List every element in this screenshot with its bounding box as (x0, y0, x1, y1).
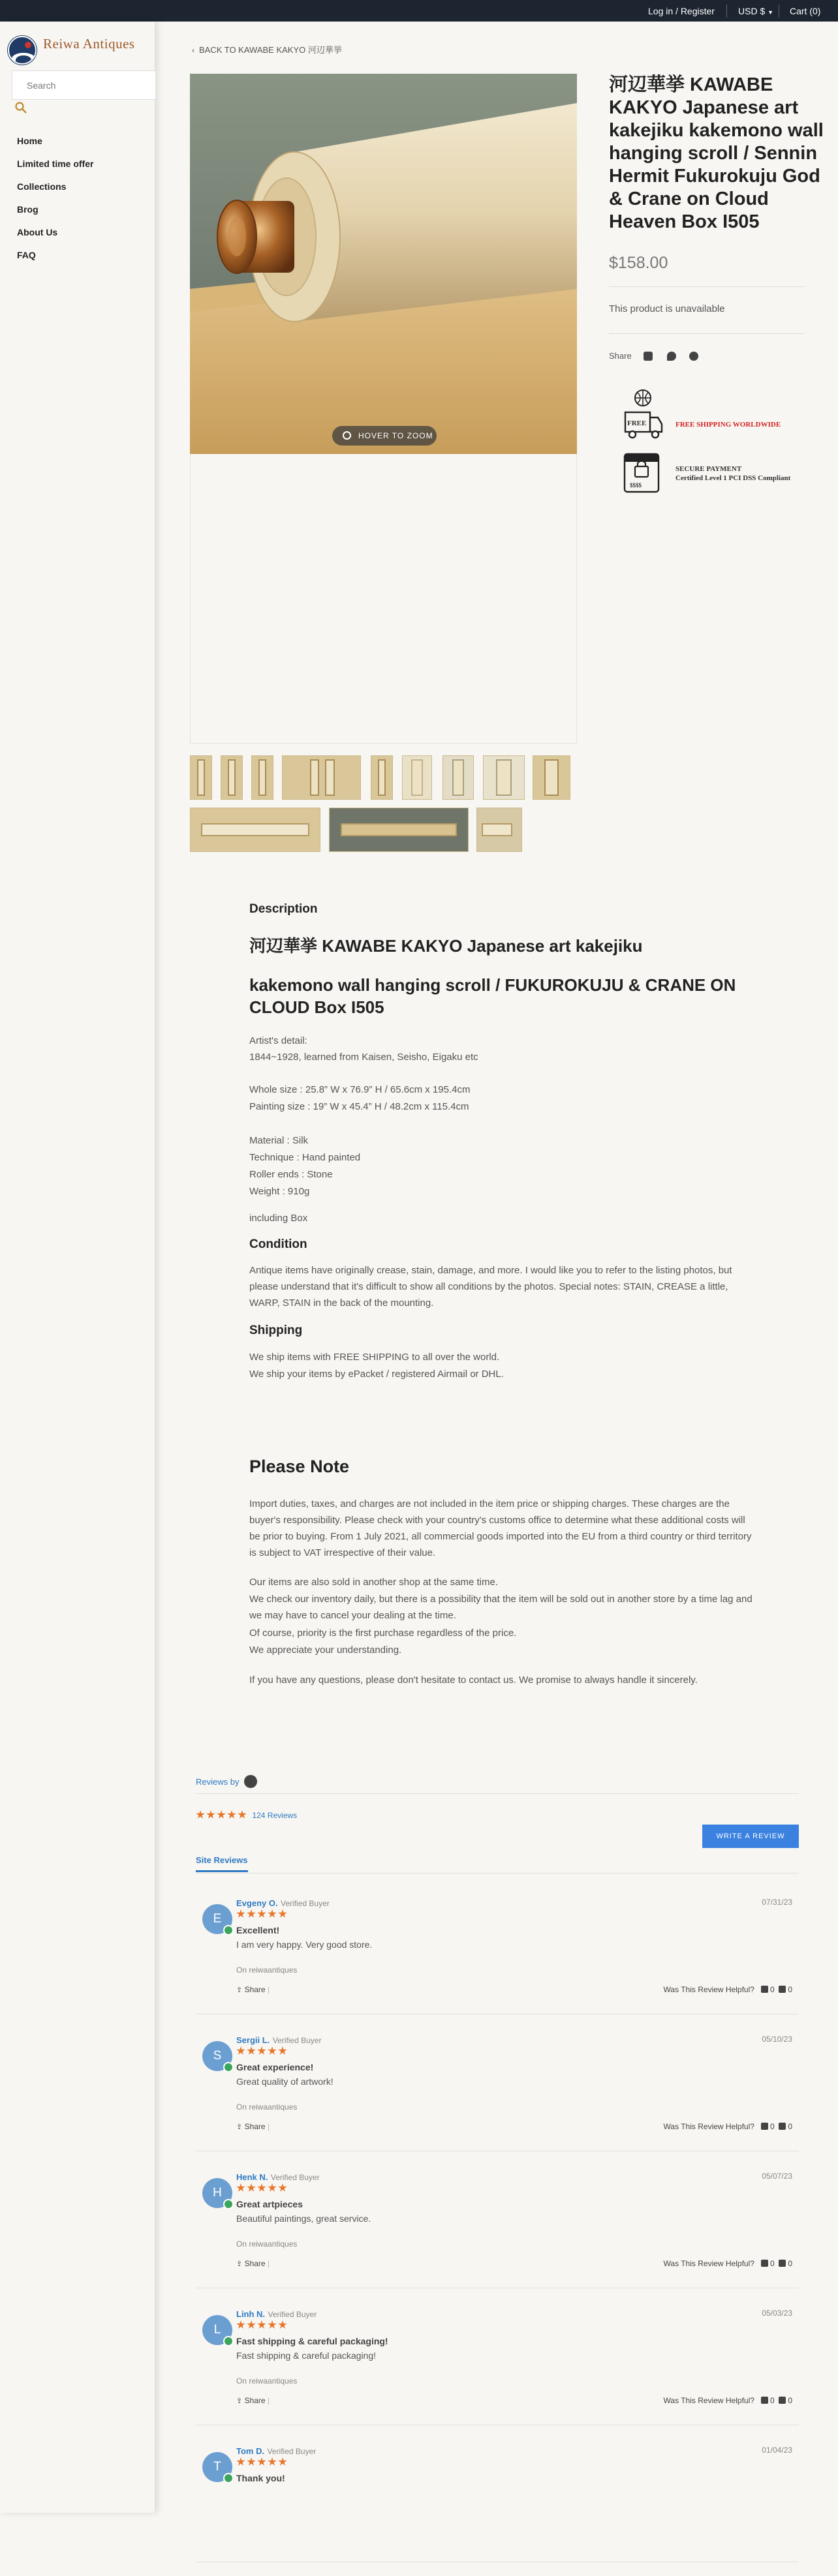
star-icon (247, 2320, 256, 2329)
divider (609, 333, 805, 334)
thumbs-up-button[interactable] (761, 2396, 775, 2405)
thumbs-up-icon (761, 1986, 768, 1993)
product-title: 河辺華挙 KAWABE KAKYO Japanese art kakejiku kakemono wall hanging scroll / Sennin Hermit Fukurokuju God & Crane on Cloud Heaven Box I505 (609, 74, 824, 232)
share-label: Share (244, 2259, 266, 2268)
note-paragraph-2-line4: We appreciate your understanding. (249, 1644, 402, 1656)
review-helpful (664, 2396, 792, 2405)
review-body: I am very happy. Very good store. (236, 1939, 373, 1950)
thumbnail[interactable] (221, 755, 243, 800)
thumbs-up-icon (761, 2260, 768, 2267)
condition-text: Antique items have originally crease, stain, damage, and more. I would like you to refer to the listing photos, but please understand that it's difficult to show all conditions by the photos. Special notes: STAIN, CREASE a little, WARP, STAIN in the back of the mounting. (249, 1265, 732, 1309)
review-title: Great experience! (236, 2062, 314, 2072)
thumbs-down-icon (779, 2260, 786, 2267)
star-icon (236, 2457, 245, 2466)
thumbnail[interactable] (402, 755, 432, 800)
star-icon (247, 2457, 256, 2466)
reviewer-line (236, 2035, 321, 2046)
pinterest-icon[interactable] (689, 352, 698, 361)
thumbs-up-icon (761, 2397, 768, 2404)
verified-buyer-label: Verified Buyer (281, 1899, 330, 1908)
description-title-line2: kakemono wall hanging scroll / FUKUROKUJU & CRANE ON CLOUD Box I505 (249, 975, 736, 1017)
image-area-padding (190, 454, 577, 744)
chevron-left-icon: ‹ (192, 46, 197, 55)
divider (609, 286, 805, 287)
star-icon (206, 1810, 215, 1819)
review-helpful (664, 2122, 792, 2131)
login-register-link[interactable]: Log in / Register (648, 6, 715, 16)
review-date: 05/07/23 (762, 2172, 792, 2181)
currency-selector[interactable] (738, 6, 773, 16)
thumbs-down-icon (779, 1986, 786, 1993)
review-item (196, 2035, 799, 2165)
share-label: Share (609, 351, 632, 361)
review-helpful (664, 2259, 792, 2268)
star-icon (268, 2183, 277, 2192)
condition-heading: Condition (249, 1237, 307, 1251)
review-item (196, 2309, 799, 2439)
star-icon (268, 1909, 277, 1918)
top-bar (0, 0, 838, 22)
please-note-heading: Please Note (249, 1457, 350, 1476)
star-icon (236, 1909, 245, 1918)
scroll-photo (190, 74, 577, 454)
back-link-label: BACK TO KAWABE KAKYO 河辺華挙 (198, 45, 342, 55)
tab-site-reviews[interactable]: Site Reviews (196, 1855, 248, 1872)
thumbs-down-icon (779, 2123, 786, 2130)
thumbnail[interactable] (476, 808, 522, 852)
write-review-button[interactable]: WRITE A REVIEW (702, 1825, 799, 1848)
review-source: On reiwaantiques (236, 2102, 298, 2112)
avatar-initial: E (213, 1912, 222, 1926)
logo-icon[interactable] (8, 36, 37, 65)
free-shipping-icon (621, 389, 664, 441)
helpful-label: Was This Review Helpful? (663, 2396, 754, 2405)
share-review-button[interactable]: ⇪ Share | (236, 2122, 270, 2131)
thumbnail[interactable] (371, 755, 393, 800)
reviewer-name: Sergii L. (236, 2035, 270, 2045)
secure-payment-title: SECURE PAYMENT (675, 465, 742, 473)
thumbs-down-button[interactable] (779, 1985, 792, 1994)
reviews-by-text: Reviews by (196, 1777, 240, 1787)
thumbnail[interactable] (442, 755, 474, 800)
review-title: Great artpieces (236, 2199, 303, 2209)
sidebar (0, 22, 155, 2513)
availability-status: This product is unavailable (609, 303, 725, 314)
shipping-line2: We ship your items by ePacket / registered Airmail or DHL. (249, 1369, 504, 1380)
thumbs-down-button[interactable] (779, 2122, 792, 2131)
sidebar-item-brog[interactable]: Brog (17, 204, 39, 215)
thumbs-up-count: 0 (769, 2122, 775, 2131)
description-heading: Description (249, 902, 318, 916)
logo-text[interactable]: Reiwa Antiques (43, 36, 135, 52)
sidebar-item-home[interactable]: Home (17, 136, 42, 146)
thumbs-down-icon (779, 2397, 786, 2404)
review-stars (236, 2046, 288, 2059)
review-source: On reiwaantiques (236, 1965, 298, 1975)
technique: Technique : Hand painted (249, 1152, 361, 1163)
artist-detail: 1844~1928, learned from Kaisen, Seisho, Eigaku etc (249, 1052, 478, 1063)
shipping-heading: Shipping (249, 1324, 303, 1337)
share-icon: ⇪ (236, 2397, 243, 2405)
secure-payment-icon (623, 452, 660, 494)
note-paragraph-2-line2: We check our inventory daily, but there is a possibility that the item will be sold out in another store by a time lag and we may have to cancel your dealing at the time. (249, 1594, 753, 1621)
thumbs-up-count: 0 (769, 2259, 775, 2268)
star-icon (278, 1909, 287, 1918)
thumbnail[interactable] (251, 755, 273, 800)
zoom-hint-label: HOVER TO ZOOM (358, 431, 433, 440)
product-price: $158.00 (609, 254, 668, 272)
review-stars (236, 1909, 288, 1922)
star-icon (247, 1909, 256, 1918)
thumbnail[interactable] (190, 755, 212, 800)
verified-check-icon (223, 1925, 234, 1935)
star-icon (236, 2046, 245, 2055)
review-title: Excellent! (236, 1925, 280, 1935)
star-icon (227, 1810, 236, 1819)
star-icon (278, 2457, 287, 2466)
note-paragraph-1: Import duties, taxes, and charges are not included in the item price or shipping charges. These charges are the buyer's responsibility. Please check with your country's customs office to determine what these additional costs will be prior to buying. From 1 July 2021, all commercial goods imported into the EU from a third country or third territory is subject to VAT irrespective of their value. (249, 1498, 752, 1558)
material: Material : Silk (249, 1135, 309, 1146)
star-icon (268, 2320, 277, 2329)
reviewer-name: Henk N. (236, 2172, 268, 2182)
thumbs-up-count: 0 (769, 2396, 775, 2405)
description-title-line1: 河辺華挙 KAWABE KAKYO Japanese art kakejiku (249, 936, 643, 956)
avatar-initial: T (213, 2460, 221, 2474)
avatar-initial: S (213, 2049, 222, 2063)
divider (196, 1793, 799, 1794)
review-body: Great quality of artwork! (236, 2076, 334, 2087)
sidebar-item-about-us[interactable]: About Us (17, 227, 58, 237)
star-icon (268, 2046, 277, 2055)
currency-label: USD $ (738, 6, 766, 16)
thumbs-down-button[interactable] (779, 2259, 792, 2268)
thumbs-up-button[interactable] (761, 2259, 775, 2268)
star-icon (217, 1810, 226, 1819)
chevron-down-icon: ▼ (768, 9, 774, 16)
review-body: Beautiful paintings, great service. (236, 2213, 371, 2224)
star-icon (257, 2320, 266, 2329)
avatar-initial: L (213, 2323, 221, 2337)
review-stars (236, 2457, 288, 2470)
reviewer-name: Linh N. (236, 2309, 266, 2319)
review-item (196, 2172, 799, 2302)
topbar-divider (726, 5, 727, 18)
review-source: On reiwaantiques (236, 2376, 298, 2386)
including-box: including Box (249, 1213, 308, 1224)
reviewer-line (236, 2446, 316, 2457)
thumbnail[interactable] (533, 755, 570, 800)
thumbs-down-count: 0 (788, 1985, 792, 1994)
share-icon: ⇪ (236, 2260, 243, 2268)
sidebar-item-limited-time-offer[interactable]: Limited time offer (17, 159, 94, 169)
star-icon (238, 1810, 247, 1819)
secure-payment-subtitle: Certified Level 1 PCI DSS Compliant (675, 474, 791, 482)
roller-ends: Roller ends : Stone (249, 1169, 333, 1180)
reviews-by-label (196, 1775, 257, 1788)
verified-buyer-label: Verified Buyer (267, 2447, 317, 2456)
share-review-button[interactable]: ⇪ Share | (236, 2259, 270, 2268)
note-paragraph-3: If you have any questions, please don't hesitate to contact us. We promise to always handle it sincerely. (249, 1674, 698, 1686)
star-icon (247, 2183, 256, 2192)
sidebar-item-faq[interactable]: FAQ (17, 250, 36, 260)
share-icon: ⇪ (236, 1986, 243, 1994)
verified-buyer-label: Verified Buyer (270, 2173, 320, 2182)
star-icon (257, 2183, 266, 2192)
reviewer-name: Tom D. (236, 2446, 265, 2456)
review-item (196, 2446, 799, 2576)
verified-check-icon (223, 2062, 234, 2072)
verified-buyer-label: Verified Buyer (268, 2310, 317, 2319)
review-body: Fast shipping & careful packaging! (236, 2350, 377, 2361)
avatar-initial: H (213, 2186, 222, 2200)
thumbs-down-count: 0 (788, 2396, 792, 2405)
product-main-image[interactable] (190, 74, 577, 454)
twitter-icon[interactable] (667, 352, 676, 361)
secure-icon-label: $$$$ (630, 482, 642, 489)
reviewer-line (236, 1898, 330, 1909)
review-date: 05/10/23 (762, 2035, 792, 2044)
thumbs-up-button[interactable] (761, 1985, 775, 1994)
thumbnail[interactable] (190, 808, 320, 852)
thumbs-down-button[interactable] (779, 2396, 792, 2405)
share-label: Share (244, 1985, 266, 1994)
whole-size: Whole size : 25.8” W x 76.9” H / 65.6cm x 195.4cm (249, 1084, 471, 1095)
review-item (196, 1898, 799, 2028)
share-review-button[interactable]: ⇪ Share | (236, 2396, 270, 2405)
weight: Weight : 910g (249, 1186, 310, 1197)
back-link[interactable] (192, 43, 342, 55)
star-icon (247, 2046, 256, 2055)
thumbs-up-count: 0 (769, 1985, 775, 1994)
search-input[interactable]: Search (12, 70, 155, 100)
reviewer-name: Evgeny O. (236, 1898, 278, 1908)
thumbnail[interactable] (329, 808, 469, 852)
free-badge-label: FREE (627, 419, 647, 427)
note-paragraph-2-line1: Our items are also sold in another shop at the same time. (249, 1577, 499, 1588)
free-shipping-text: FREE SHIPPING WORLDWIDE (675, 421, 781, 429)
note-paragraph-2-line3: Of course, priority is the first purchase regardless of the price. (249, 1628, 517, 1639)
painting-size: Painting size : 19” W x 45.4” H / 48.2cm x 115.4cm (249, 1101, 469, 1112)
share-label: Share (244, 2122, 266, 2131)
share-icon: ⇪ (236, 2123, 243, 2131)
thumbs-up-button[interactable] (761, 2122, 775, 2131)
helpful-label: Was This Review Helpful? (663, 1985, 754, 1994)
search-icon[interactable] (14, 101, 27, 114)
reviews-io-logo-icon (244, 1775, 257, 1788)
star-icon (257, 2457, 266, 2466)
review-stars (236, 2183, 288, 2196)
review-title: Thank you! (236, 2473, 285, 2483)
overall-rating (196, 1810, 297, 1823)
helpful-label: Was This Review Helpful? (663, 2122, 754, 2131)
star-icon (278, 2320, 287, 2329)
share-label: Share (244, 2396, 266, 2405)
review-count[interactable]: 124 Reviews (252, 1811, 298, 1820)
star-icon (236, 2320, 245, 2329)
thumbnail[interactable] (483, 755, 525, 800)
review-stars (236, 2320, 288, 2333)
review-date: 01/04/23 (762, 2446, 792, 2455)
facebook-icon[interactable] (644, 352, 653, 361)
artist-label: Artist's detail: (249, 1035, 307, 1046)
star-icon (257, 1909, 266, 1918)
star-icon (257, 2046, 266, 2055)
verified-check-icon (223, 2199, 234, 2209)
star-icon (268, 2457, 277, 2466)
verified-check-icon (223, 2473, 234, 2483)
review-date: 07/31/23 (762, 1898, 792, 1907)
star-icon (278, 2183, 287, 2192)
share-review-button[interactable]: ⇪ Share | (236, 1985, 270, 1994)
sidebar-item-collections[interactable]: Collections (17, 181, 67, 192)
cart-link[interactable]: Cart (0) (790, 6, 821, 16)
thumbs-down-count: 0 (788, 2122, 792, 2131)
star-icon (236, 2183, 245, 2192)
star-icon (278, 2046, 287, 2055)
reviewer-line (236, 2172, 320, 2183)
thumbs-down-count: 0 (788, 2259, 792, 2268)
helpful-label: Was This Review Helpful? (663, 2259, 754, 2268)
thumbnail[interactable] (282, 755, 361, 800)
review-helpful (664, 1985, 792, 1994)
review-source: On reiwaantiques (236, 2239, 298, 2249)
zoom-icon (343, 431, 351, 440)
verified-buyer-label: Verified Buyer (272, 2036, 322, 2045)
reviewer-line (236, 2309, 317, 2320)
shipping-line1: We ship items with FREE SHIPPING to all over the world. (249, 1352, 500, 1363)
star-icon (196, 1810, 205, 1819)
verified-check-icon (223, 2336, 234, 2346)
review-date: 05/03/23 (762, 2309, 792, 2318)
review-title: Fast shipping & careful packaging! (236, 2336, 388, 2346)
thumbs-up-icon (761, 2123, 768, 2130)
hover-to-zoom-hint (332, 426, 437, 446)
